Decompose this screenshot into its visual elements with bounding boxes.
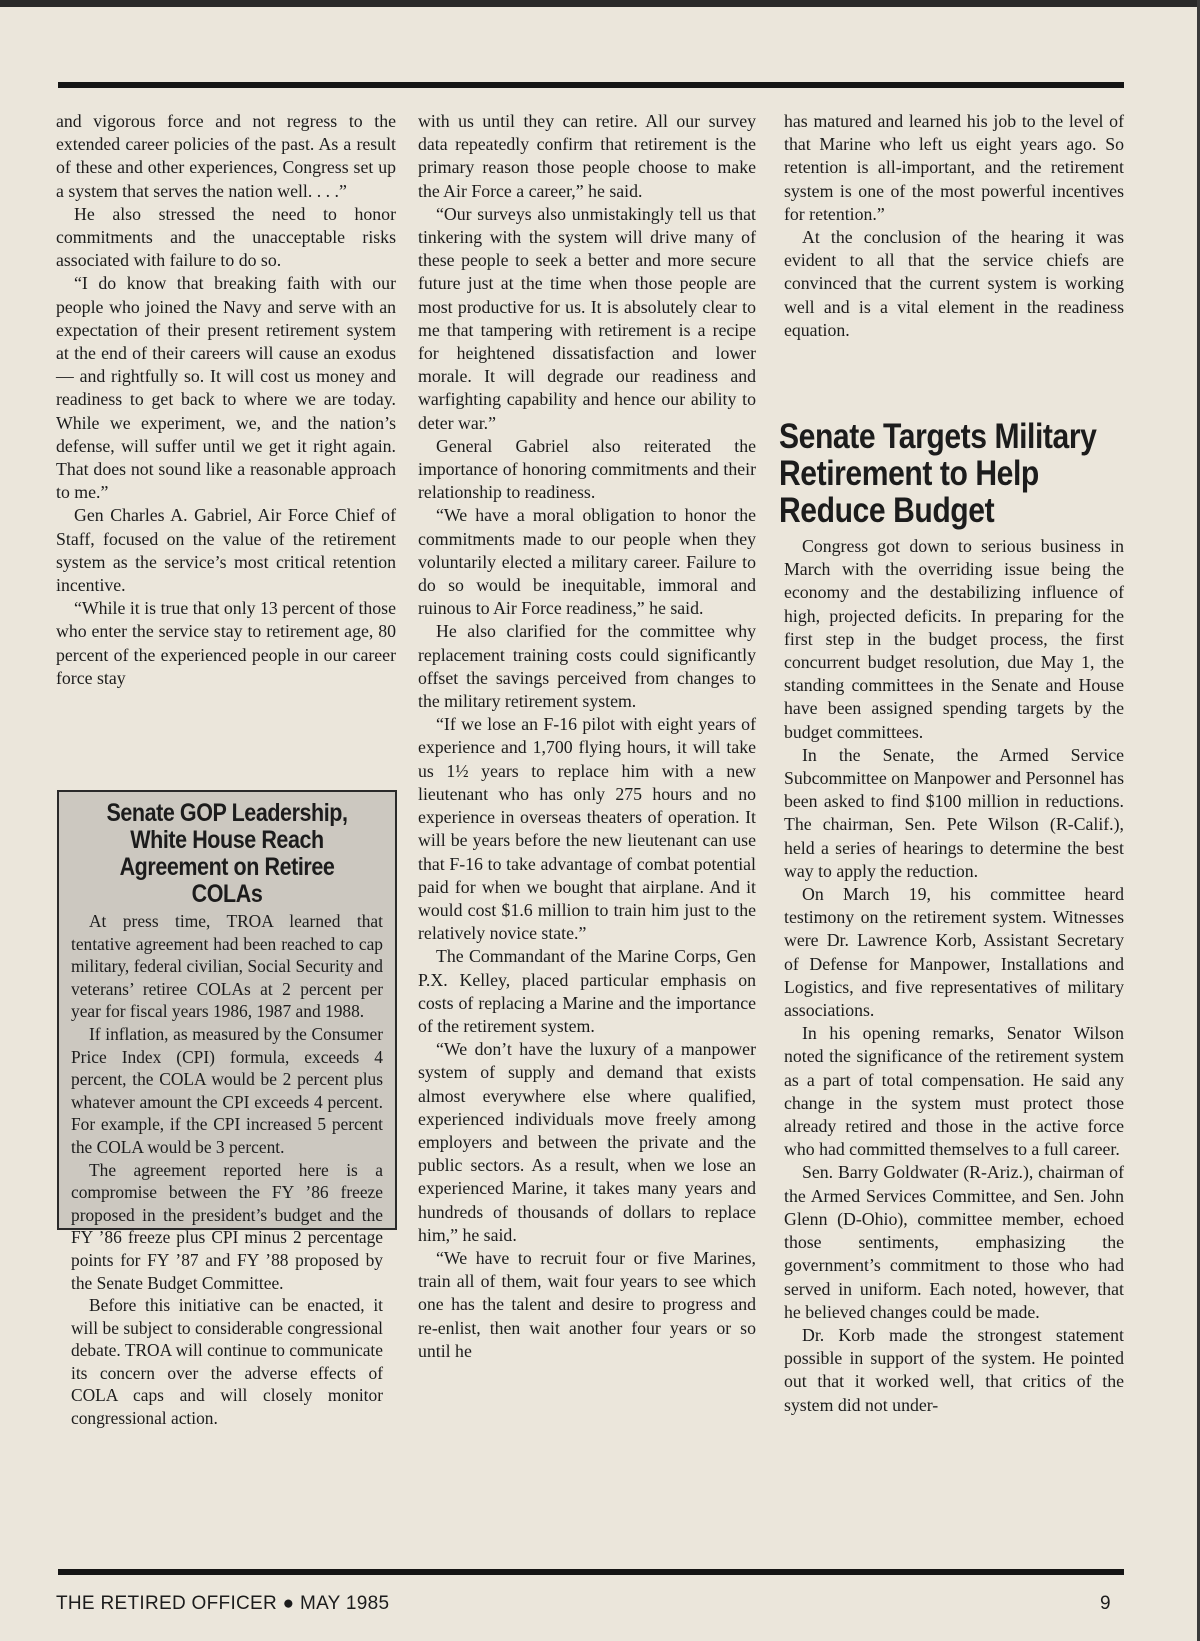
- paragraph: Dr. Korb made the strongest statement possible in support of the system. He pointed out that it worked well, that critics of the system did not under-: [784, 1324, 1124, 1415]
- sidebar-paragraph: The agreement reported here is a compromise between the FY ’86 freeze proposed in the president’s budget and the FY ’86 freeze plus CPI minus 2 percentage points for FY ’87 and FY ’88 proposed by the Senate Budget Committee.: [71, 1159, 383, 1293]
- paragraph: “While it is true that only 13 percent of those who enter the service stay to retirement age, 80 percent of the experienced people in our career force stay: [56, 598, 396, 688]
- paragraph: Gen Charles A. Gabriel, Air Force Chief of Staff, focused on the value of the retirement system as the service’s most critical retention incentive.: [56, 505, 396, 596]
- paragraph: In the Senate, the Armed Service Subcommittee on Manpower and Personnel has been asked to find $100 million in reductions. The chairman, Sen. Pete Wilson (R-Calif.), held a series of hearings to determine the best way to apply the reduction.: [784, 744, 1124, 881]
- paragraph: “We have to recruit four or five Marines, train all of them, wait four years to see which one has the talent and desire to progress and re-enlist, then wait another four years or so until he: [418, 1247, 756, 1361]
- paragraph: and vigorous force and not regress to the extended career policies of the past. As a result of these and other experiences, Congress set up a system that serves the nation well. . . .”: [56, 111, 396, 201]
- paragraph: with us until they can retire. All our survey data repeatedly confirm that retirement is the primary reason those people choose to make the Air Force a career,” he said.: [418, 111, 756, 201]
- sidebar-paragraph: Before this initiative can be enacted, it will be subject to considerable congressional debate. TROA will continue to communicate its concern over the adverse effects of COLA caps and will closely monitor congressional action.: [71, 1295, 383, 1429]
- page-number: 9: [1100, 1593, 1111, 1614]
- paragraph: On March 19, his committee heard testimony on the retirement system. Witnesses were Dr. Lawrence Korb, Assistant Secretary of Defense for Manpower, Installations and Logistics, and five representatives of military associations.: [784, 884, 1124, 1021]
- column-2: [418, 110, 756, 1363]
- paragraph: Sen. Barry Goldwater (R-Ariz.), chairman of the Armed Services Committee, and Sen. John Glenn (D-Ohio), committee member, echoed those sentiments, emphasizing the government’s commitment to those who had served in uniform. Each noted, however, that he believed changes could be made.: [784, 1162, 1124, 1322]
- paragraph: Congress got down to serious business in March with the overriding issue being the economy and the destabilizing influence of high, projected deficits. In preparing for the first step in the budget process, the first concurrent budget resolution, due May 1, the standing committees in the Senate and House have been assigned spending targets by the budget committees.: [784, 536, 1124, 742]
- sidebar-paragraph: At press time, TROA learned that tentative agreement had been reached to cap military, federal civilian, Social Security and veterans’ retiree COLAs at 2 percent per year for fiscal years 1986, 1987 and 1988.: [71, 911, 383, 1022]
- top-rule: [58, 82, 1124, 88]
- paragraph: The Commandant of the Marine Corps, Gen P.X. Kelley, placed particular emphasis on costs of replacing a Marine and the importance of the retirement system.: [418, 946, 756, 1036]
- paragraph: In his opening remarks, Senator Wilson noted the significance of the retirement system as a part of total compensation. He said any change in the system must protect those already retired and those in the active force who had committed themselves to a full career.: [784, 1023, 1124, 1160]
- paragraph: “We don’t have the luxury of a manpower system of supply and demand that exists almost everywhere else where qualified, experienced individuals move freely among employers and between the private and the public sectors. As a result, when we lose an experienced Marine, it takes many years and hundreds of thousands of dollars to replace him,” he said.: [418, 1039, 756, 1245]
- scan-top-edge: [0, 0, 1200, 7]
- column-3: [784, 110, 1124, 342]
- paragraph: “If we lose an F-16 pilot with eight years of experience and 1,700 flying hours, it will take us 1½ years to replace him with a new lieutenant who has only 275 hours and no experience in overseas theaters of operation. It will be years before the new lieutenant can use that F-16 to take advantage of combat potential paid for when we bought that airplane. And it would cost $1.6 million to train him just to the relatively novice state.”: [418, 714, 756, 944]
- paragraph: has matured and learned his job to the level of that Marine who left us eight years ago. So retention is all-important, and the retirement system is one of the most powerful incentives for retention.”: [784, 111, 1124, 224]
- paragraph: He also clarified for the committee why replacement training costs could significantly offset the savings perceived from changes to the military retirement system.: [418, 621, 756, 712]
- article-headline: Senate Targets Military Retirement to Help Reduce Budget: [779, 417, 1097, 530]
- paragraph: At the conclusion of the hearing it was evident to all that the service chiefs are convinced that the current system is working well and is a vital element in the readiness equation.: [784, 227, 1124, 340]
- paragraph: “I do know that breaking faith with our people who joined the Navy and serve with an expectation of their present retirement system at the end of their careers will cause an exodus— and rightfully so. It will cost us money and readiness to get back to where we are today. While we experiment, we, and the nation’s defense, will suffer until we get it right again. That does not sound like a reasonable approach to me.”: [56, 273, 396, 503]
- sidebar-box: [57, 790, 397, 1429]
- bottom-rule: [58, 1569, 1124, 1575]
- paragraph: “We have a moral obligation to honor the commitments made to our people when they voluntarily elected a military career. Failure to do so would be inequitable, immoral and ruinous to Air Force readiness,” he said.: [418, 505, 756, 619]
- paragraph: “Our surveys also unmistakingly tell us that tinkering with the system will drive many of these people to seek a better and more secure future just at the time when those people are most productive for us. It is absolutely clear to me that tampering with retirement is a recipe for heightened dissatisfaction and lower morale. It will degrade our readiness and warfighting capability and hence our ability to deter war.”: [418, 203, 756, 433]
- sidebar-paragraph: If inflation, as measured by the Consumer Price Index (CPI) formula, exceeds 4 percent, the COLA would be 2 percent plus whatever amount the CPI exceeds 4 percent. For example, if the CPI increased 5 percent the COLA would be 3 percent.: [71, 1023, 383, 1157]
- sidebar-heading: Senate GOP Leadership, White House Reach Agreement on Retiree COLAs: [106, 799, 348, 908]
- column-1: [56, 110, 396, 690]
- paragraph: General Gabriel also reiterated the importance of honoring commitments and their relationship to readiness.: [418, 435, 756, 503]
- footer-publication: THE RETIRED OFFICER ● MAY 1985: [56, 1593, 390, 1614]
- article-body: [784, 535, 1124, 1417]
- paragraph: He also stressed the need to honor commitments and the unacceptable risks associated with failure to do so.: [56, 203, 396, 271]
